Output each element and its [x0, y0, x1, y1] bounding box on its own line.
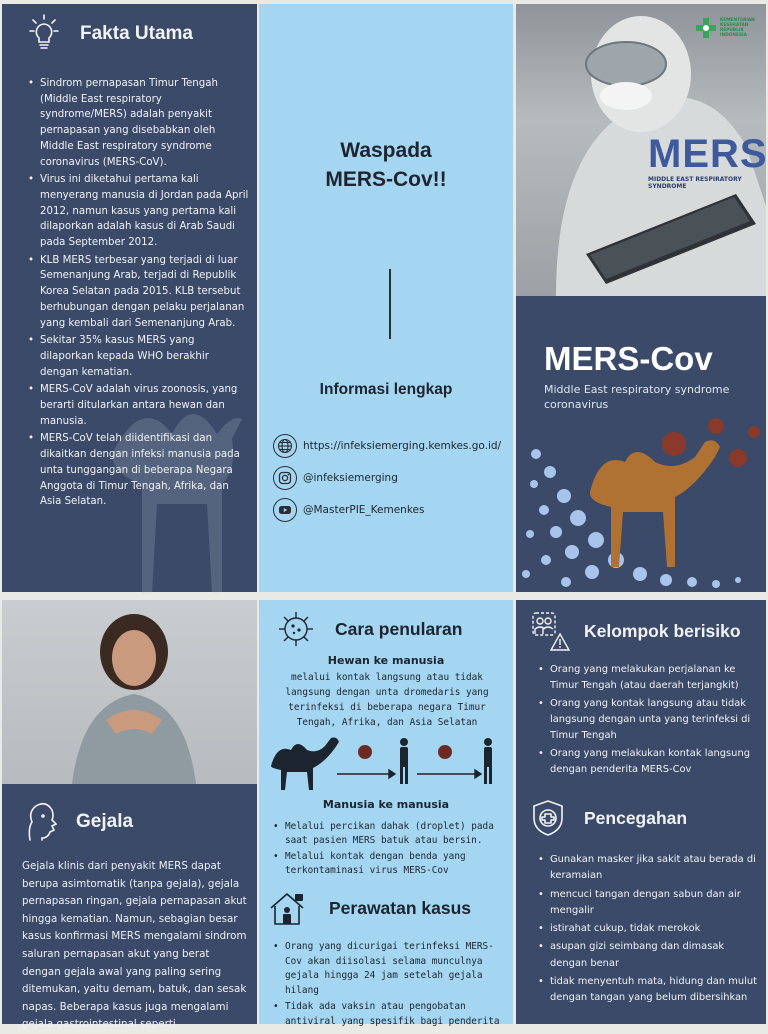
- perawatan-title: Perawatan kasus: [329, 897, 472, 918]
- perawatan-list: [271, 940, 507, 1031]
- globe-icon: [273, 434, 297, 458]
- list-item: • Sekitar 35% kasus MERS yang dilaporkan kepada WHO berakhir dengan kematian.: [26, 333, 250, 380]
- manusia-list: [271, 820, 507, 880]
- gejala-header: [22, 800, 133, 844]
- list-item: • tidak menyentuh mata, hidung dan mulut dengan tangan yang belum dibersihkan: [536, 974, 762, 1007]
- cover-right-panel: [516, 4, 766, 592]
- penularan-title: Cara penularan: [335, 618, 463, 639]
- divider-line: [389, 269, 391, 339]
- hewan-title: Hewan ke manusia: [327, 654, 445, 667]
- gejala-text: Gejala klinis dari penyakit MERS dapat berupa asimtomatik (tanpa gejala), gejala pernapasan ringan, gejala pernapasan akut hingga kematian. Namun, sebagian besar kasus konfirmasi MERS mengalami sindrom saluran pernapasan akut yang berat dengan gejala awal yang paling sering ditemukan, yaitu demam, batuk, dan sesak napas. Beberapa kasus juga mengalami gejala gastrointestinal seperti: [22, 860, 247, 1031]
- list-item: • Orang yang kontak langsung atau tidak langsung dengan unta yang terinfeksi di Timur Tengah: [536, 696, 762, 744]
- arrow-icon: [337, 770, 481, 778]
- penularan-panel: [259, 600, 513, 1027]
- contact-youtube[interactable]: [273, 498, 424, 522]
- fakta-header: [22, 12, 193, 56]
- cover-title: MERS-Cov: [544, 340, 713, 377]
- camel-icon: [271, 738, 339, 791]
- list-item: • KLB MERS terbesar yang terjadi di luar Semenanjung Arab, terjadi di Republik Korea Selatan pada 2015. KLB tersebut berhubungan dengan pelaku perjalanan yang kembali dari Semenanjung Arab.: [26, 253, 250, 332]
- info-title: Informasi lengkap: [319, 381, 453, 398]
- person-icon: [400, 738, 492, 784]
- cover-center-panel: [259, 4, 513, 592]
- kelompok-panel: [516, 600, 766, 1024]
- camel-illustration: [580, 432, 730, 572]
- list-item: • Tidak ada vaksin atau pengobatan antiviral yang spesifik bagi penderita: [271, 1000, 507, 1029]
- group-warning-icon: [530, 610, 572, 652]
- ministry-logo-text: [720, 18, 755, 38]
- kelompok-header: [530, 610, 741, 652]
- kelompok-title: Kelompok berisiko: [584, 620, 741, 641]
- youtube-icon: [273, 498, 297, 522]
- list-item: • Gunakan masker jika sakit atau berada di keramaian: [536, 852, 762, 885]
- headline-line-1: Waspada: [340, 139, 432, 162]
- photo-mers-text: MERS: [648, 132, 768, 176]
- ministry-line: KEMENTERIAN: [720, 18, 755, 23]
- pencegahan-title: Pencegahan: [584, 807, 688, 828]
- headline: [259, 136, 513, 194]
- person-sick-icon: [22, 800, 58, 844]
- woman-coughing-photo: [2, 600, 257, 784]
- gejala-panel: [2, 600, 257, 1031]
- list-item: • Melalui percikan dahak (droplet) pada saat pasien MERS batuk atau bersin.: [271, 820, 507, 848]
- contact-website[interactable]: [273, 434, 501, 458]
- ministry-line: REPUBLIK: [720, 28, 744, 33]
- ministry-line: KESEHATAN: [720, 23, 749, 28]
- list-item: • MERS-CoV telah diidentifikasi dan dikaitkan dengan infeksi manusia pada unta tunggangan di beberapa Negara Anggota di Timur Tengah, Afrika, dan Asia Selatan.: [26, 431, 250, 510]
- home-isolation-icon: [267, 888, 307, 928]
- list-item: • Orang yang dicurigai terinfeksi MERS-Cov akan diisolasi selama munculnya gejala hingga 24 jam setelah gejala hilang: [271, 940, 507, 998]
- list-item: • Orang yang melakukan kontak langsung dengan penderita MERS-Cov: [536, 746, 762, 778]
- woman-illustration: [2, 600, 257, 784]
- list-item: • asupan gizi seimbang dan dimasak dengan benar: [536, 939, 762, 972]
- list-item: • Virus ini diketahui pertama kali menyerang manusia di Jordan pada April 2012, namun kasus yang pertama kali dilaporkan adalah kasus di Arab Saudi pada September 2012.: [26, 172, 250, 251]
- virus-icon: [275, 608, 317, 650]
- fakta-utama-panel: [2, 4, 257, 592]
- photo-mers-subtitle: MIDDLE EAST RESPIRATORY SYNDROME: [648, 176, 742, 190]
- contact-instagram-text[interactable]: @infeksiemerging: [303, 472, 398, 484]
- list-item: • Orang yang melakukan perjalanan ke Timur Tengah (atau daerah terjangkit): [536, 662, 762, 694]
- list-item: • MERS-CoV adalah virus zoonosis, yang berarti ditularkan antara hewan dan manusia.: [26, 382, 250, 429]
- contact-website-text[interactable]: https://infeksiemerging.kemkes.go.id/: [303, 440, 502, 452]
- penularan-header: [275, 608, 462, 650]
- ministry-line: INDONESIA: [720, 33, 747, 38]
- cover-subtitle: Middle East respiratory syndrome coronavirus: [544, 383, 730, 411]
- gejala-title: Gejala: [76, 811, 134, 832]
- lightbulb-icon: [22, 12, 66, 56]
- shield-icon: [530, 798, 566, 838]
- ministry-logo-icon: [694, 16, 718, 40]
- kelompok-list: [536, 662, 762, 780]
- instagram-icon: [273, 466, 297, 490]
- fakta-title: Fakta Utama: [80, 23, 193, 44]
- perawatan-header: [267, 888, 471, 928]
- list-item: • Melalui kontak dengan benda yang terkontaminasi virus MERS-Cov: [271, 850, 507, 878]
- list-item: • istirahat cukup, tidak merokok: [536, 921, 762, 937]
- scientist-photo: [516, 4, 766, 296]
- hewan-text: melalui kontak langsung atau tidak langsung dengan unta dromedaris yang terinfeksi di beberapa negara Timur Tengah, Afrika, dan Asia Selatan: [285, 672, 489, 728]
- contact-instagram[interactable]: [273, 466, 398, 490]
- list-item: • Sindrom pernapasan Timur Tengah (Middle East respiratory syndrome/MERS) adalah penyakit pernapasan yang disebabkan oleh Middle East respiratory syndrome coronavirus (MERS-CoV).: [26, 76, 250, 170]
- transmission-diagram: [267, 730, 507, 790]
- pencegahan-list: [536, 852, 762, 1009]
- fakta-list: [26, 76, 250, 512]
- pencegahan-header: [530, 798, 687, 838]
- headline-line-2: MERS-Cov!!: [325, 168, 447, 191]
- manusia-title: Manusia ke manusia: [322, 798, 450, 811]
- contact-youtube-text[interactable]: @MasterPIE_Kemenkes: [303, 504, 425, 516]
- list-item: • mencuci tangan dengan sabun dan air mengalir: [536, 887, 762, 920]
